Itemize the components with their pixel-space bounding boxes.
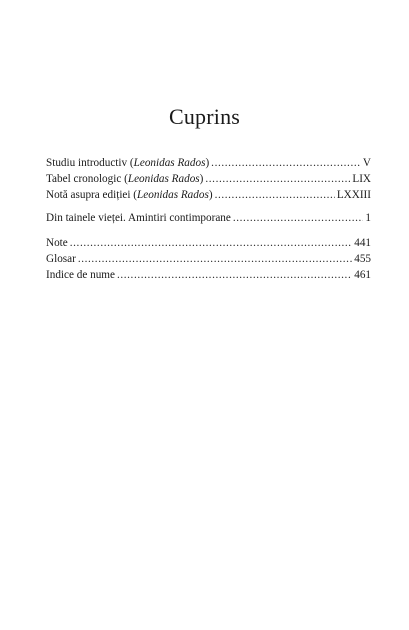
page-title: Cuprins (168, 104, 241, 129)
toc-entry-page: V (362, 157, 371, 169)
toc-entry-label: Note (46, 237, 68, 249)
toc-entry[interactable] (46, 267, 371, 283)
toc-entry[interactable] (46, 155, 371, 171)
toc-entry-page: 461 (354, 269, 371, 281)
toc-entry-label: Notă asupra ediției (Leonidas Rados) (46, 189, 213, 201)
toc-entry-label: Glosar (46, 253, 76, 265)
toc-entry-label: Indice de nume (46, 269, 115, 281)
dot-leader (233, 210, 364, 226)
toc-entry-label: Din tainele vieței. Amintiri contimporane (46, 212, 231, 224)
dot-leader (78, 251, 352, 267)
dot-leader (205, 171, 350, 187)
toc-entry-page: 1 (365, 212, 371, 224)
toc-entry[interactable] (46, 187, 371, 203)
toc-group-main-text (46, 210, 371, 226)
toc-group-front-matter (46, 155, 371, 203)
toc-entry-author: Leonidas Rados (133, 157, 206, 169)
dot-leader (215, 187, 335, 203)
toc-entry-page: LIX (352, 173, 371, 185)
toc-entry-label: Tabel cronologic (Leonidas Rados) (46, 173, 204, 185)
toc-group-back-matter (46, 235, 371, 283)
toc-entry[interactable] (46, 171, 371, 187)
toc-entry-author: Leonidas Rados (127, 173, 200, 185)
toc-entry-page: LXXIII (336, 189, 371, 201)
dot-leader (70, 235, 352, 251)
toc-entry-author: Leonidas Rados (137, 189, 209, 201)
toc-entry[interactable] (46, 235, 371, 251)
dot-leader (211, 155, 361, 171)
dot-leader (117, 267, 352, 283)
toc-entry-page: 455 (354, 253, 371, 265)
toc-entry-page: 441 (354, 237, 371, 249)
toc-entry-label: Studiu introductiv (Leonidas Rados) (46, 157, 210, 169)
toc-entry[interactable] (46, 251, 371, 267)
toc-entry[interactable] (46, 210, 371, 226)
